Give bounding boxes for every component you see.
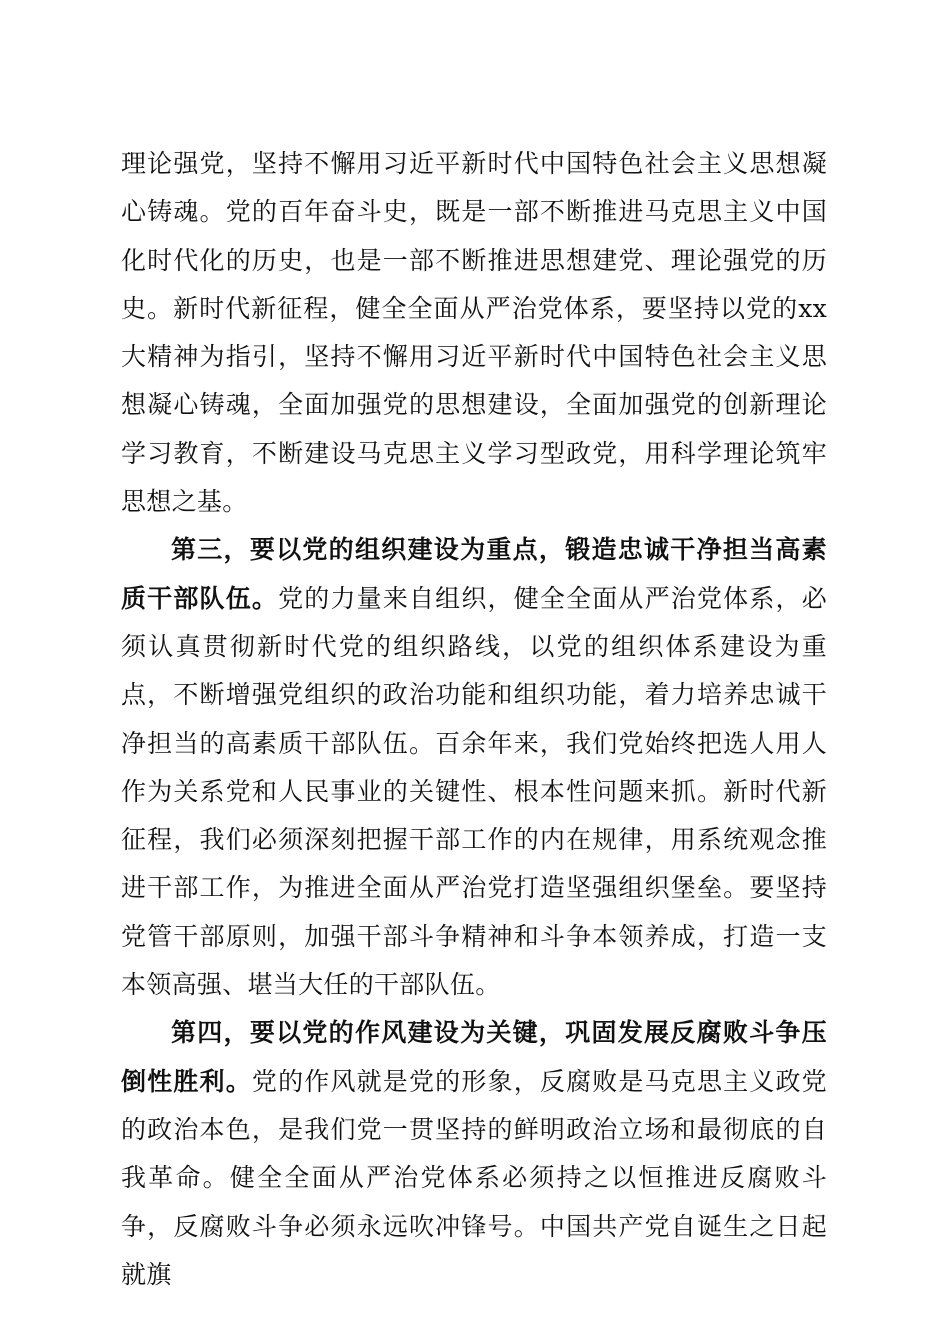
- paragraph-body: 党的力量来自组织，健全全面从严治党体系，必须认真贯彻新时代党的组织路线，以党的组织体系建设为重点，不断增强党组织的政治功能和组织功能，着力培养忠诚干净担当的高素质干部队伍。百余年来，我们党始终把选人用人作为关系党和人民事业的关键性、根本性问题来抓。新时代新征程，我们必须深刻把握干部工作的内在规律，用系统观念推进干部工作，为推进全面从严治党打造坚强组织堡垒。要坚持党管干部原则，加强干部斗争精神和斗争本领养成，打造一支本领高强、堪当大任的干部队伍。: [121, 583, 827, 1000]
- paragraph-section-three: [121, 526, 827, 1009]
- section-three-heading: 第三，要以党的组织建设为重点，锻造忠诚干净担当高素质干部队伍。: [121, 535, 827, 613]
- section-four-heading: 第四，要以党的作风建设为关键，巩固发展反腐败斗争压倒性胜利。: [121, 1018, 827, 1096]
- document-body: [121, 140, 827, 1299]
- paragraph-section-four: [121, 1009, 827, 1299]
- paragraph-continuation: [121, 140, 827, 526]
- paragraph-body: 理论强党，坚持不懈用习近平新时代中国特色社会主义思想凝心铸魂。党的百年奋斗史，既是一部不断推进马克思主义中国化时代化的历史，也是一部不断推进思想建党、理论强党的历史。新时代新征程，健全全面从严治党体系，要坚持以党的xx大精神为指引，坚持不懈用习近平新时代中国特色社会主义思想凝心铸魂，全面加强党的思想建设，全面加强党的创新理论学习教育，不断建设马克思主义学习型政党，用科学理论筑牢思想之基。: [121, 149, 827, 517]
- paragraph-body: 党的作风就是党的形象，反腐败是马克思主义政党的政治本色，是我们党一贯坚持的鲜明政治立场和最彻底的自我革命。健全全面从严治党体系必须持之以恒推进反腐败斗争，反腐败斗争必须永远吹冲锋号。中国共产党自诞生之日起就旗: [121, 1066, 827, 1289]
